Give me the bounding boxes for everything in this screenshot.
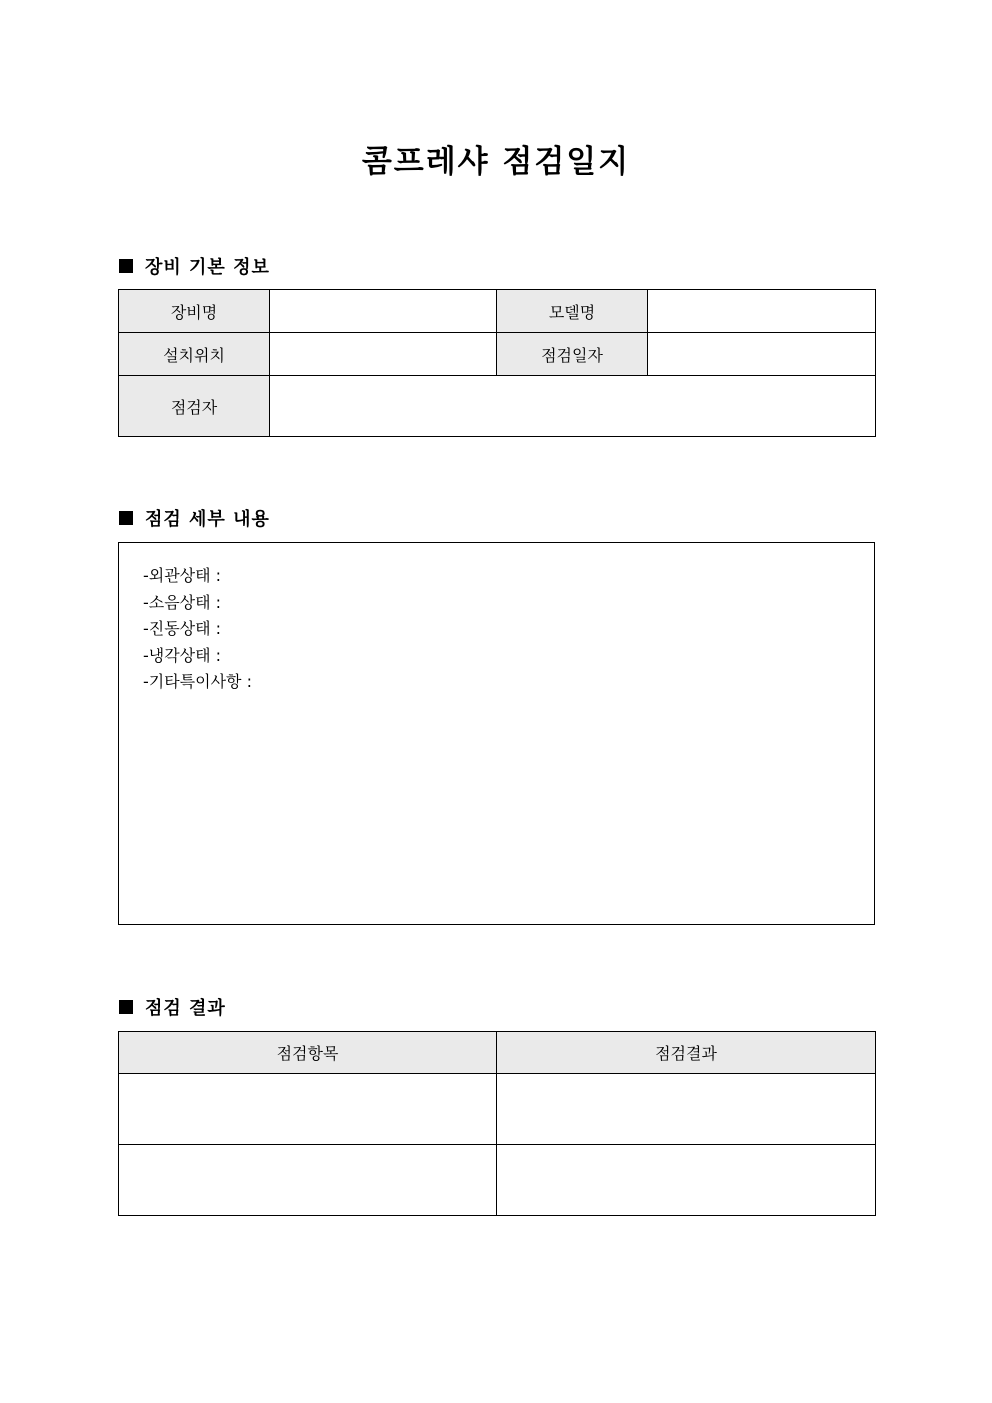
detail-line-appearance: -외관상태 : [143,566,222,585]
inspector-label: 점검자 [119,376,270,437]
square-bullet-icon [119,259,133,273]
inspection-date-label: 점검일자 [497,333,648,376]
column-header-result: 점검결과 [497,1032,876,1074]
detail-line-vibration: -진동상태 : [143,619,222,638]
section-heading-inspection-details [119,505,270,531]
detail-line-noise: -소음상태 : [143,592,222,612]
square-bullet-icon [119,1000,133,1014]
result-value-cell[interactable] [497,1145,876,1216]
detail-line-cooling: -냉각상태 : [143,645,222,665]
section-heading-equipment-info [119,253,270,279]
result-value-cell[interactable] [497,1074,876,1145]
inspection-details-list [143,563,252,696]
section-heading-label: 점검 세부 내용 [145,509,270,530]
section-heading-label: 장비 기본 정보 [145,257,270,278]
model-name-label: 모델명 [497,290,648,333]
install-location-label: 설치위치 [119,333,270,376]
install-location-field[interactable] [270,333,497,376]
document-title: 콤프레샤 점검일지 [361,144,631,180]
inspection-details-box[interactable] [118,542,875,925]
result-item-cell[interactable] [119,1074,497,1145]
equipment-name-label: 장비명 [119,290,270,333]
equipment-info-table [118,289,876,437]
column-header-item: 점검항목 [119,1032,497,1074]
detail-line-remarks: -기타특이사항 : [143,672,252,691]
table-row [119,1145,876,1216]
section-heading-inspection-results [119,994,226,1020]
equipment-name-field[interactable] [270,290,497,333]
inspection-date-field[interactable] [648,333,876,376]
inspection-results-table [118,1031,876,1216]
model-name-field[interactable] [648,290,876,333]
square-bullet-icon [119,511,133,525]
table-row [119,1074,876,1145]
inspector-field[interactable] [270,376,876,437]
section-heading-label: 점검 결과 [145,998,226,1019]
result-item-cell[interactable] [119,1145,497,1216]
